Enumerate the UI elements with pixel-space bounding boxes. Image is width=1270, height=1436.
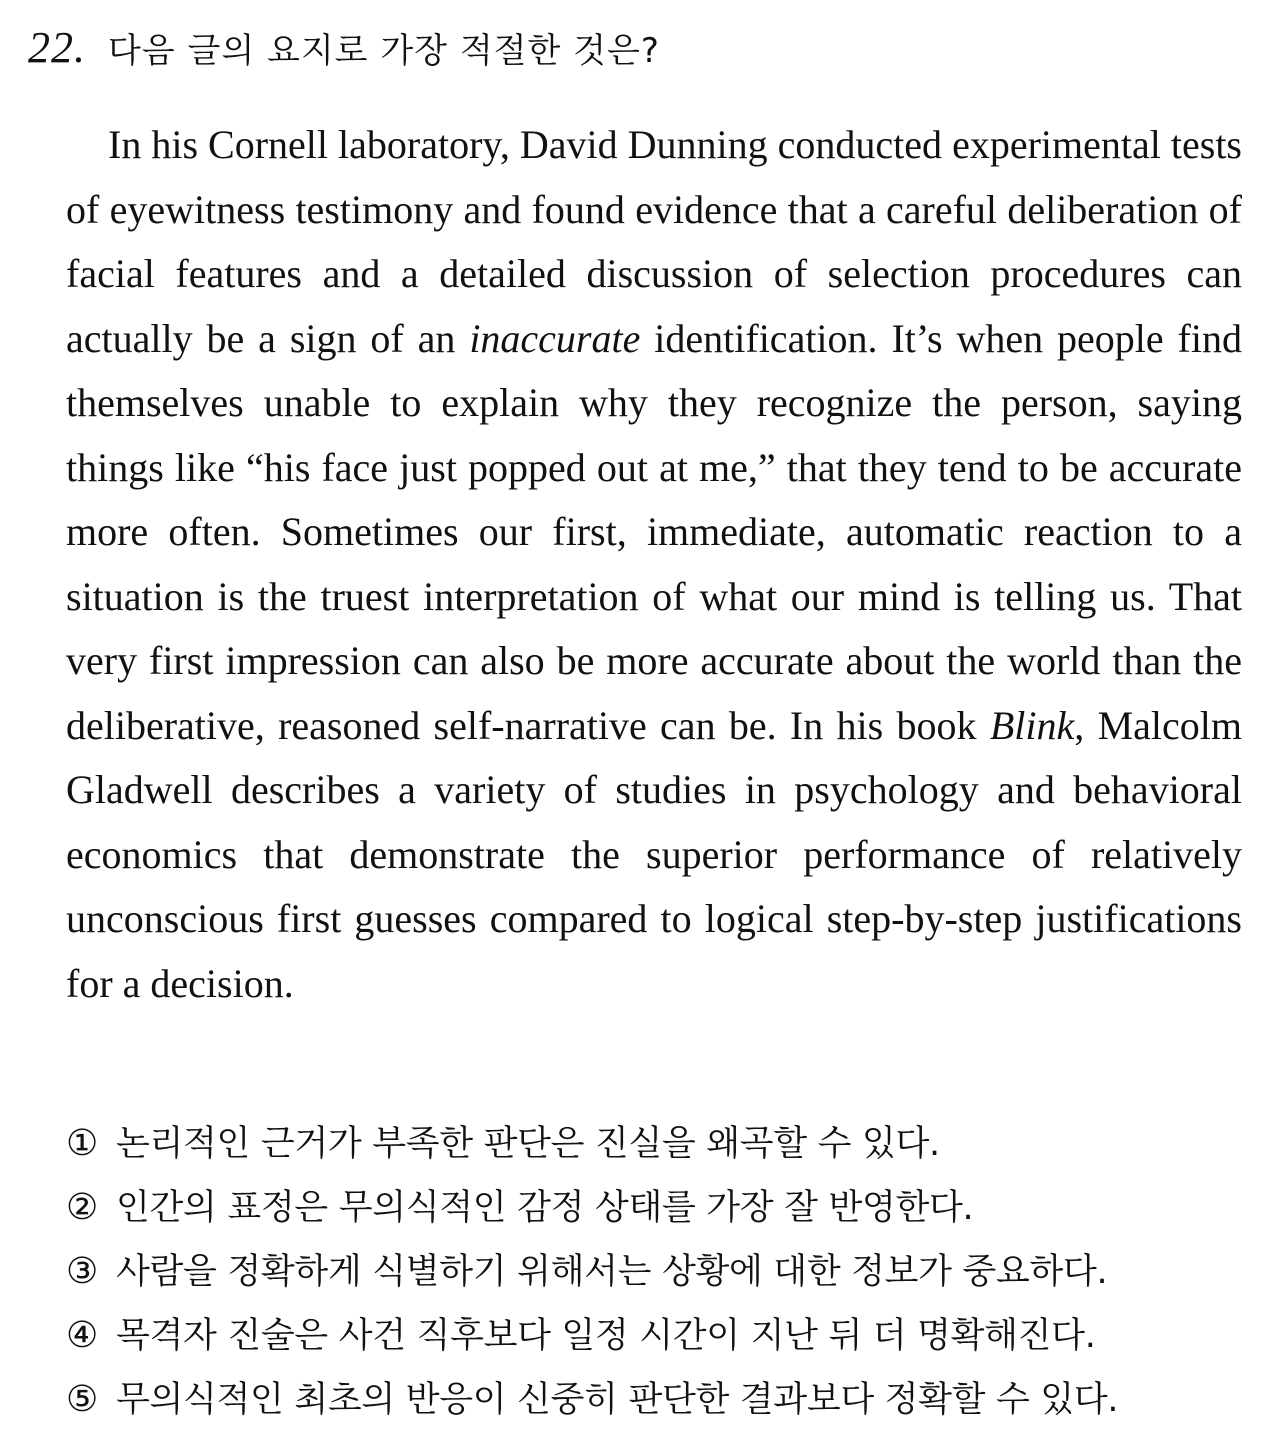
choice-number: ① (66, 1123, 99, 1164)
choice-number: ③ (66, 1251, 99, 1292)
answer-choices (66, 1112, 1246, 1432)
choice-text: 논리적인 근거가 부족한 판단은 진실을 왜곡할 수 있다. (116, 1124, 940, 1164)
choice-text: 인간의 표정은 무의식적인 감정 상태를 가장 잘 반영한다. (116, 1188, 974, 1228)
choice-number: ② (66, 1187, 99, 1228)
passage-segment: In his Cornell laboratory, David Dunning conducted experimental tests of eyewitness testimony and found evidence that a careful deliberation of facial features and a detailed discussion of selection procedures can actually be a sign of an (66, 122, 1242, 361)
choice-text: 목격자 진술은 사건 직후보다 일정 시간이 지난 뒤 더 명확해진다. (116, 1316, 1096, 1356)
choice-number: ⑤ (66, 1379, 99, 1420)
answer-choice-4[interactable] (66, 1304, 1246, 1368)
passage-italic-inaccurate: inaccurate (469, 315, 641, 361)
choice-number: ④ (66, 1315, 99, 1356)
choice-text: 무의식적인 최초의 반응이 신중히 판단한 결과보다 정확할 수 있다. (116, 1380, 1119, 1420)
question-prompt: 다음 글의 요지로 가장 적절한 것은? (108, 31, 660, 71)
passage-segment: identification. It’s when people find themselves unable to explain why they recognize the person, saying things like “his face just popped out at me,” that they tend to be accurate more often. Sometimes our first, immediate, automatic reaction to a situation is the truest interpretation of what our mind is telling us. That very first impression can also be more accurate about the world than the deliberative, reasoned self-narrative can be. In his book (66, 315, 1242, 748)
reading-passage (66, 113, 1242, 1016)
passage-segment: , Malcolm Gladwell describes a variety of studies in psychology and behavioral economics that demonstrate the superior performance of relatively unconscious first guesses compared to logical step-by-step justifications for a decision. (66, 702, 1243, 1006)
answer-choice-2[interactable] (66, 1176, 1246, 1240)
answer-choice-1[interactable] (66, 1112, 1246, 1176)
choice-text: 사람을 정확하게 식별하기 위해서는 상황에 대한 정보가 중요하다. (116, 1252, 1108, 1292)
passage-italic-book-title: Blink (989, 702, 1075, 748)
question-number: 22. (28, 23, 86, 72)
question-header (28, 22, 660, 82)
answer-choice-5[interactable] (66, 1368, 1246, 1432)
answer-choice-3[interactable] (66, 1240, 1246, 1304)
